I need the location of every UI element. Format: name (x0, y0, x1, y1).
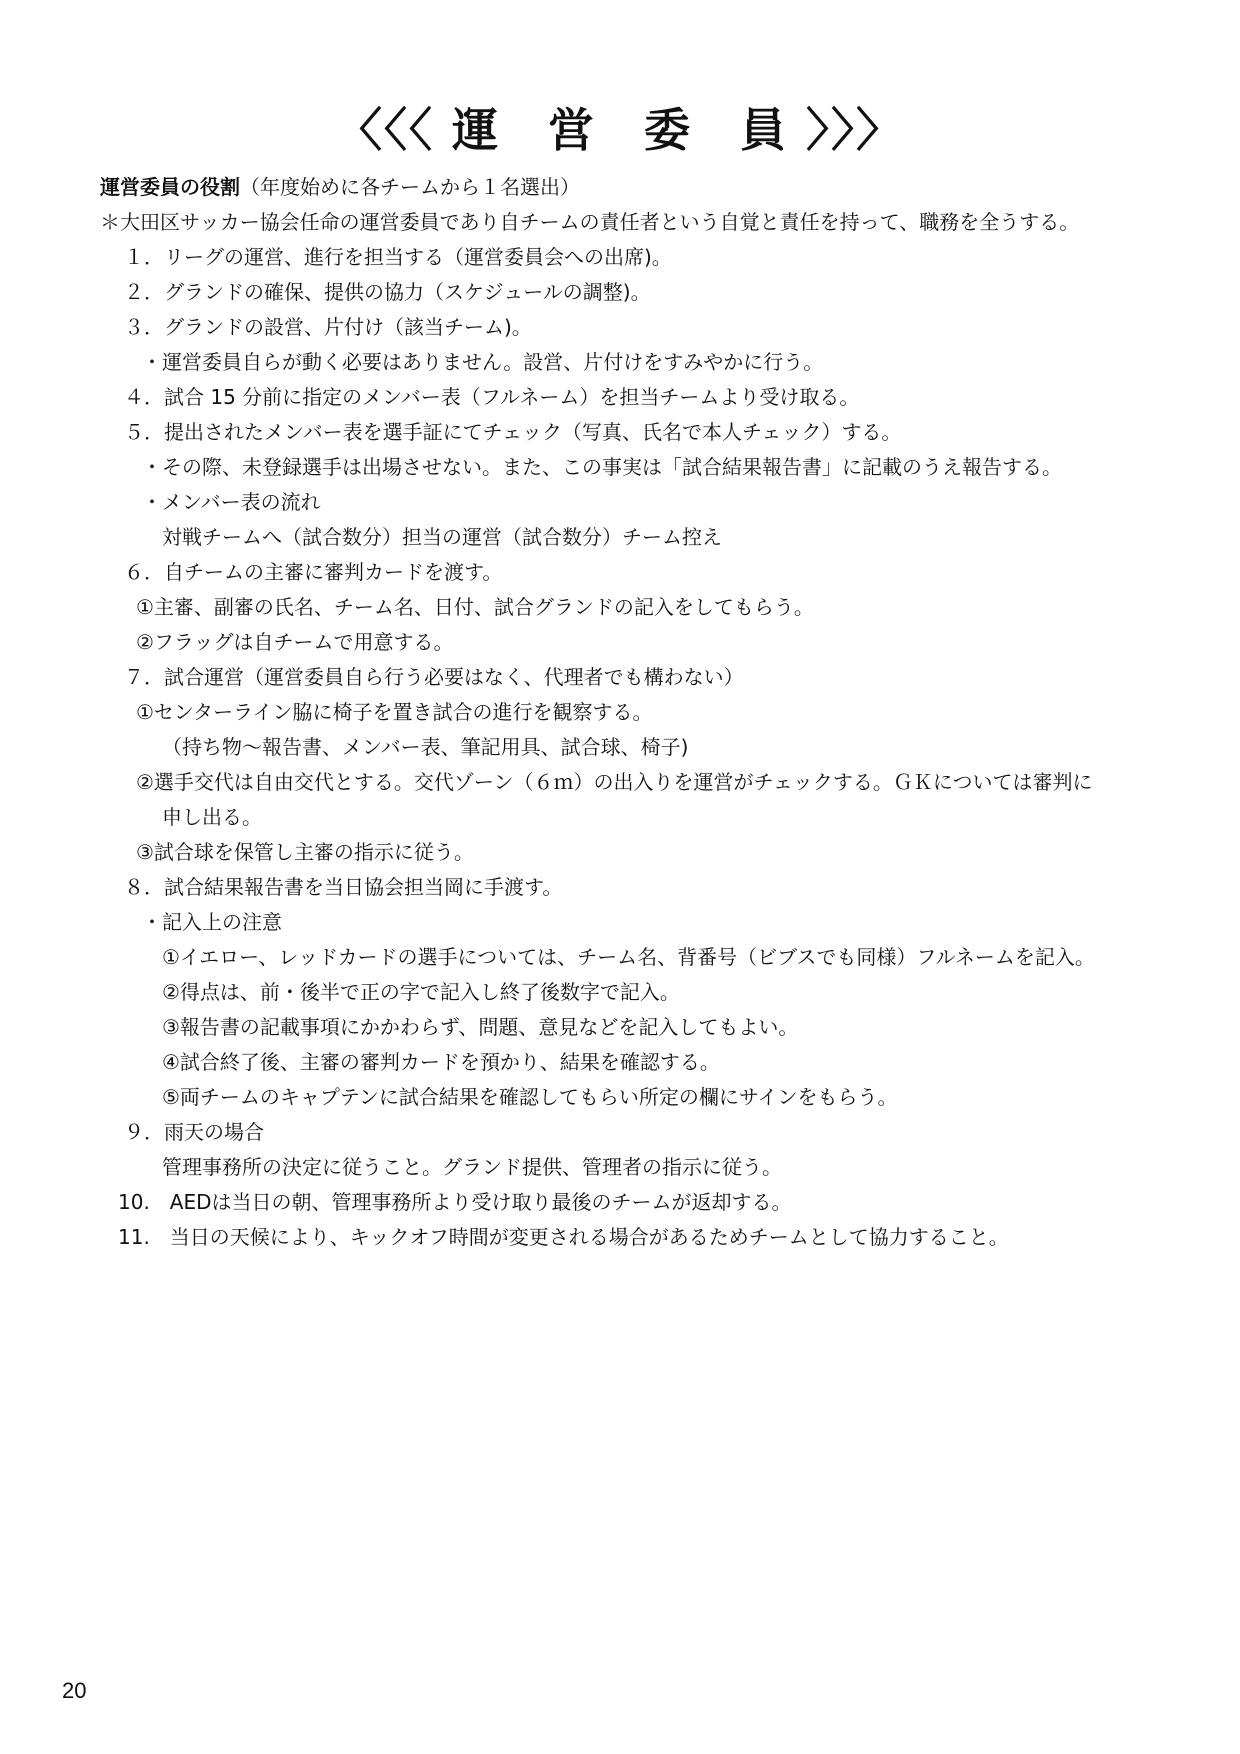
list-item-8-sub-5: ⑤両チームのキャプテンに試合結果を確認してもらい所定の欄にサインをもらう。 (162, 1085, 898, 1109)
list-item-11: 11. 当日の天候により、キックオフ時間が変更される場合があるためチームとして協力すること。 (118, 1225, 1009, 1249)
list-item-10: 10. AEDは当日の朝、管理事務所より受け取り最後のチームが返却する。 (118, 1190, 792, 1214)
section-heading-line (100, 174, 580, 200)
list-item-5-flow: 対戦チームへ（試合数分）担当の運営（試合数分）チーム控え (162, 525, 722, 549)
list-item-1: １．リーグの運営、進行を担当する（運営委員会への出席)。 (124, 245, 672, 269)
list-item-7-sub-2: ②選手交代は自由交代とする。交代ゾーン（６ｍ）の出入りを運営がチェックする。ＧＫについては審判に (136, 770, 1093, 794)
list-item-5-note-1: ・その際、未登録選手は出場させない。また、この事実は「試合結果報告書」に記載のうえ報告する。 (142, 455, 1062, 479)
list-item-7-sub-2-cont: 申し出る。 (162, 805, 262, 829)
list-item-8-sub-3: ③報告書の記載事項にかかわらず、問題、意見などを記入してもよい。 (162, 1015, 799, 1039)
list-item-7: ７．試合運営（運営委員自ら行う必要はなく、代理者でも構わない） (124, 665, 744, 689)
list-item-8-sub-2: ②得点は、前・後半で正の字で記入し終了後数字で記入。 (162, 980, 680, 1004)
section-heading-note: （年度始めに各チームから１名選出） (240, 175, 580, 199)
page-title: 〈〈〈 運 営 委 員 〉〉〉 (335, 103, 905, 157)
list-item-8-note: ・記入上の注意 (142, 910, 282, 934)
list-item-2: ２．グランドの確保、提供の協力（スケジュールの調整)。 (124, 280, 651, 304)
page-number: 20 (62, 1678, 87, 1703)
section-heading: 運営委員の役割 (100, 175, 240, 199)
list-item-7-sub-1-note: （持ち物～報告書、メンバー表、筆記用具、試合球、椅子) (162, 735, 689, 759)
list-item-3-note: ・運営委員自らが動く必要はありません。設営、片付けをすみやかに行う。 (142, 350, 824, 374)
list-item-6-sub-1: ①主審、副審の氏名、チーム名、日付、試合グランドの記入をしてもらう。 (136, 595, 814, 619)
list-item-8-sub-1: ①イエロー、レッドカードの選手については、チーム名、背番号（ビブスでも同様）フルネームを記入。 (162, 945, 1095, 969)
list-item-6-sub-2: ②フラッグは自チームで用意する。 (136, 630, 454, 654)
list-item-3: ３．グランドの設営、片付け（該当チーム)。 (124, 315, 532, 339)
list-item-9-note: 管理事務所の決定に従うこと。グランド提供、管理者の指示に従う。 (162, 1155, 782, 1179)
list-item-8: ８．試合結果報告書を当日協会担当岡に手渡す。 (124, 875, 563, 899)
list-item-5: ５．提出されたメンバー表を選手証にてチェック（写真、氏名で本人チェック）する。 (124, 420, 902, 444)
list-item-8-sub-4: ④試合終了後、主審の審判カードを預かり、結果を確認する。 (162, 1050, 720, 1074)
list-item-5-note-2: ・メンバー表の流れ (142, 490, 321, 514)
intro-text: ＊大田区サッカー協会任命の運営委員であり自チームの責任者という自覚と責任を持って、職務を全うする。 (100, 210, 1080, 234)
list-item-7-sub-3: ③試合球を保管し主審の指示に従う。 (136, 840, 474, 864)
list-item-7-sub-1: ①センターライン脇に椅子を置き試合の進行を観察する。 (136, 700, 653, 724)
list-item-9: ９．雨天の場合 (124, 1120, 264, 1144)
list-item-6: ６．自チームの主審に審判カードを渡す。 (124, 560, 503, 584)
list-item-4: ４．試合 15 分前に指定のメンバー表（フルネーム）を担当チームより受け取る。 (124, 385, 860, 409)
